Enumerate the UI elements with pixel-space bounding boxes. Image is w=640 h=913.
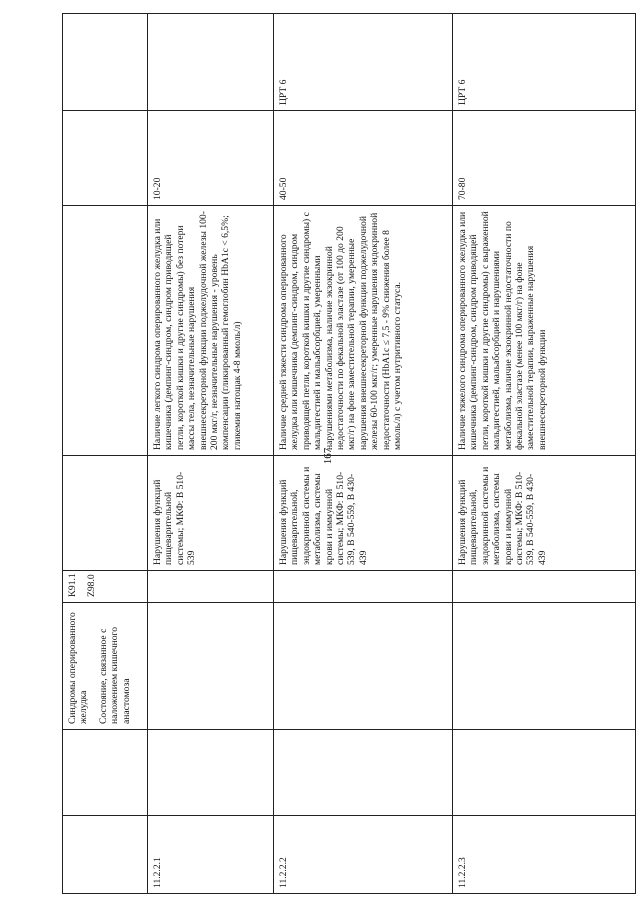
header-cell-blank (63, 730, 148, 816)
header-row (63, 14, 148, 894)
header-cell-note (63, 14, 148, 111)
row-violations: Нарушения функций пищеварительной, эндокринной системы и метаболизма, системы крови и иммунной системы; МКФ: В 510-539, В 540-559, В 430-439 (274, 456, 453, 571)
header-cell-codes (63, 571, 148, 603)
header-cell-description (63, 206, 148, 456)
row-description: Наличие средней тяжести синдрома оперированного желудка или кишечника (демпинг-синдром, синдром приводящей петли, короткой кишки и другие синдромы) с мальдигестией и мальабсорбцией, умеренными нарушениями метаболизма, наличие экзокринной недостаточности по фекальной эластазе (от 100 до 200 мкг/г) на фоне заместительной терапии, умеренные нарушения внешнесекреторной функции поджелудочной железы 60-100 мкг/г; умеренные нарушения эндокринной недостаточности (HbA1c ≤ 7,5 - 9% снижения более 8 ммоль/л) с учетом нутритивного статуса. (274, 206, 453, 456)
anastomosis-condition: Состояние, связанное с наложением кишечного анастомоза (97, 626, 132, 724)
rotated-table-container (62, 14, 616, 894)
row-percent: 70-80 (453, 111, 636, 206)
icd-code: K91.1 (67, 573, 78, 597)
row-note: ЦРТ 6 (274, 14, 453, 111)
icd-code: Z98.0 (86, 574, 98, 597)
table-row (274, 14, 453, 894)
header-cell-syndrome (63, 603, 148, 730)
table-row (453, 14, 636, 894)
row-violations: Нарушения функций пищеварительной системы; МКФ: В 510-539 (148, 456, 274, 571)
header-cell-id (63, 816, 148, 894)
disability-criteria-table (62, 13, 636, 894)
table-row (148, 14, 274, 894)
header-cell-percent (63, 111, 148, 206)
row-id: 11.2.2.1 (148, 816, 274, 894)
row-percent: 40-50 (274, 111, 453, 206)
row-id: 11.2.2.2 (274, 816, 453, 894)
row-description: Наличие легкого синдрома оперированного желудка или кишечника (демпинг-синдром, синдром приводящей петли, короткой кишки и другие синдромы) без потери массы тела, незначительные нарушения внешнесекреторной функции поджелудочной железы 100-200 мкг/г, незначительные нарушения - уровень компенсации (гликированный гемоглобин HbA1c < 6,5%; гликемия натощак 4-8 ммоль/л) (148, 206, 274, 456)
row-violations: Нарушения функций пищеварительной, эндокринной системы и метаболизма, системы крови и иммунной системы; МКФ: В 510-539, В 540-559, В 430-439 (453, 456, 636, 571)
row-description: Наличие тяжелого синдрома оперированного желудка или кишечника (демпинг-синдром, синдром приводящей петли, короткой кишки и другие синдромы) с выраженной мальдигестией, мальабсорбцией и нарушениями метаболизма, наличие экзокринной недостаточности по фекальной эластазе (менее 100 мкг/г) на фоне заместительной терапии, выраженные нарушения внешнесекреторной функции (453, 206, 636, 456)
row-note (148, 14, 274, 111)
row-percent: 10-20 (148, 111, 274, 206)
header-cell-violations (63, 456, 148, 571)
row-id: 11.2.2.3 (453, 816, 636, 894)
row-note: ЦРТ 6 (453, 14, 636, 111)
page-number: 167 (322, 447, 334, 465)
syndrome-name: Синдромы оперированного желудка (67, 612, 90, 724)
